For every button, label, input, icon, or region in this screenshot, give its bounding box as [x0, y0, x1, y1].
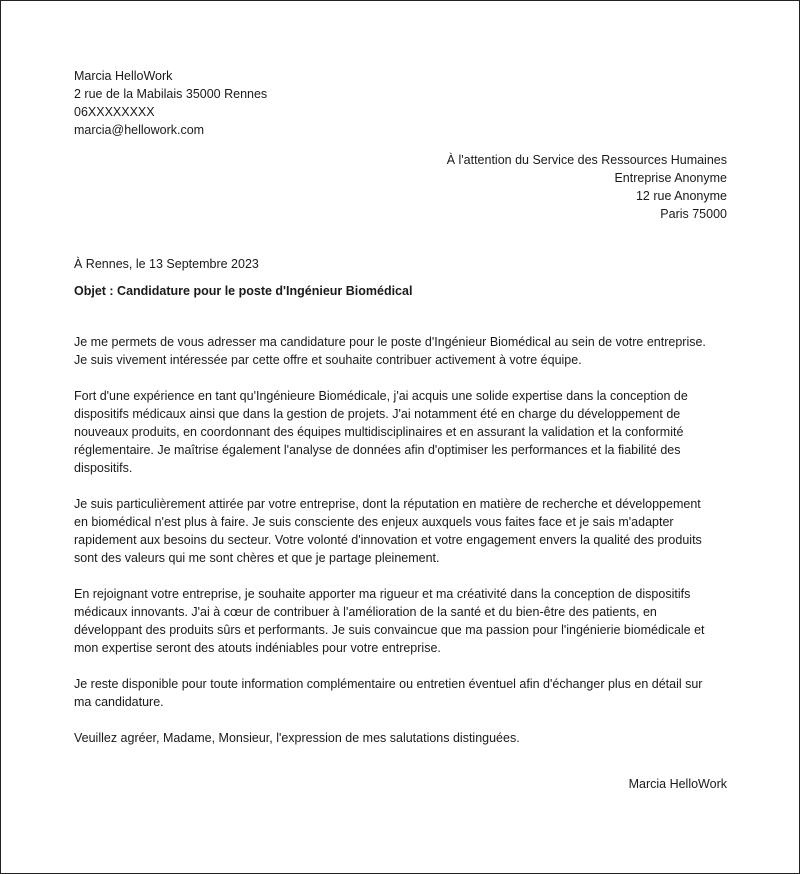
paragraph-line: Je me permets de vous adresser ma candidature pour le poste d'Ingénieur Biomédical au sein de votre entreprise.: [74, 335, 706, 349]
paragraph: [74, 333, 727, 369]
paragraph: [74, 387, 727, 477]
recipient-block: [74, 151, 727, 223]
letter-content: [74, 67, 727, 793]
sender-block: [74, 67, 727, 139]
paragraph-line: développant des produits sûrs et performants. Je suis convaincue que ma passion pour l'ingénierie biomédicale et: [74, 623, 705, 637]
paragraph: [74, 585, 727, 657]
letter-subject: Objet : Candidature pour le poste d'Ingénieur Biomédical: [74, 284, 413, 298]
paragraph-line: réglementaire. Je maîtrise également l'analyse de données afin d'optimiser les performances et la fiabilité des: [74, 443, 681, 457]
signature: Marcia HelloWork: [628, 777, 727, 791]
sender-name: Marcia HelloWork: [74, 69, 173, 83]
sender-address: 2 rue de la Mabilais 35000 Rennes: [74, 87, 268, 101]
paragraph: [74, 675, 727, 711]
sender-phone: 06XXXXXXXX: [74, 105, 155, 119]
paragraph-line: rapidement aux besoins du secteur. Votre volonté d'innovation et votre engagement envers la qualité des produits: [74, 533, 702, 547]
recipient-attention: À l'attention du Service des Ressources Humaines: [446, 153, 727, 167]
letter-body: [74, 333, 727, 747]
paragraph-line: médicaux innovants. J'ai à cœur de contribuer à l'amélioration de la santé et du bien-être des patients, en: [74, 605, 657, 619]
paragraph-line: Je suis vivement intéressée par cette offre et souhaite contribuer activement à votre équipe.: [74, 353, 582, 367]
paragraph-line: Je reste disponible pour toute information complémentaire ou entretien éventuel afin d'échanger plus en détail sur: [74, 677, 703, 691]
letter-date: À Rennes, le 13 Septembre 2023: [74, 257, 259, 271]
paragraph-line: dispositifs médicaux ainsi que dans la gestion de projets. J'ai notamment été en charge du développement de: [74, 407, 681, 421]
recipient-city: Paris 75000: [660, 207, 727, 221]
recipient-street: 12 rue Anonyme: [635, 189, 727, 203]
paragraph-line: Je suis particulièrement attirée par votre entreprise, dont la réputation en matière de recherche et développement: [74, 497, 701, 511]
paragraph-line: En rejoignant votre entreprise, je souhaite apporter ma rigueur et ma créativité dans la conception de dispositifs: [74, 587, 691, 601]
closing-formula: [74, 729, 727, 747]
sender-email: marcia@hellowork.com: [74, 123, 205, 137]
closing-line: Veuillez agréer, Madame, Monsieur, l'expression de mes salutations distinguées.: [74, 731, 520, 745]
paragraph: [74, 495, 727, 567]
paragraph-line: mon expertise seront des atouts indéniables pour votre entreprise.: [74, 641, 441, 655]
paragraph-line: dispositifs.: [74, 461, 133, 475]
paragraph-line: nouveaux produits, en coordonnant des équipes multidisciplinaires et en assurant la validation et la conformité: [74, 425, 684, 439]
recipient-company: Entreprise Anonyme: [614, 171, 727, 185]
paragraph-line: ma candidature.: [74, 695, 164, 709]
paragraph-line: sont des valeurs qui me sont chères et que je partage pleinement.: [74, 551, 440, 565]
paragraph-line: Fort d'une expérience en tant qu'Ingénieure Biomédicale, j'ai acquis une solide expertise dans la conception de: [74, 389, 688, 403]
paragraph-line: en biomédical n'est plus à faire. Je suis consciente des enjeux auxquels vous faites face et je sais m'adapter: [74, 515, 674, 529]
